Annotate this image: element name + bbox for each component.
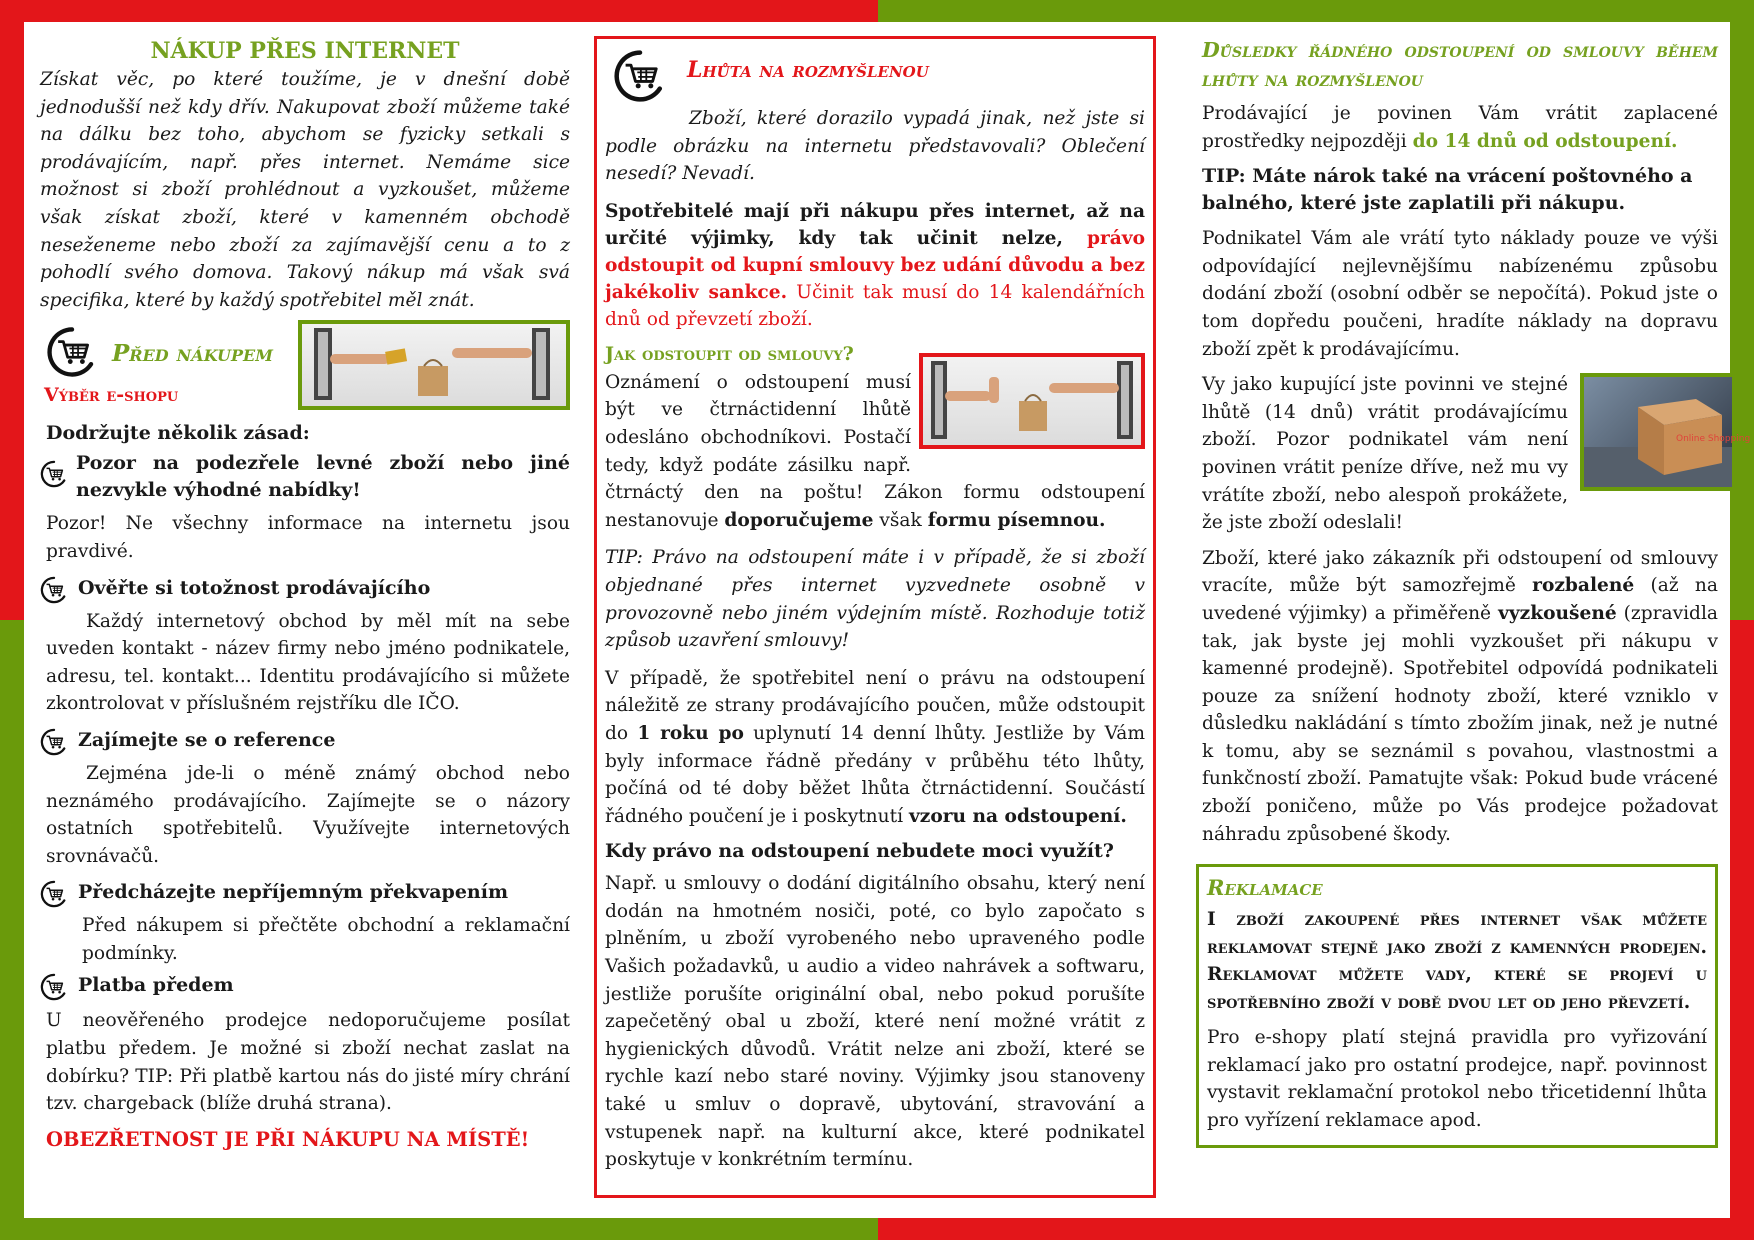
- cooling-off-header: [605, 39, 1145, 101]
- shopping-cart-icon: [46, 326, 98, 378]
- bullet-avoid-surprises: [40, 878, 570, 908]
- photo-card-payment: [298, 320, 570, 410]
- complaints-text: Pro e-shopy platí stejná pravidla pro vyřizování reklamací jako pro ostatní prodejce, např. povinnost vystavit reklamační protokol nebo třicetidenní lhůta pro vyřízení reklamace apod.: [1207, 1027, 1707, 1132]
- return-goods-text: Vy jako kupující jste povinni ve stejné lhůtě (14 dnů) vrátit prodávajícímu zboží. Pozor podnikatel vám není povinen vrátit peníze dříve, než mu vy vrátíte zboží, nebo alespoň prokážete, že jste zboží odeslali!: [1202, 374, 1568, 534]
- intro-text: Zboží, které dorazilo vypadá jinak, než jste si podle obrázku na internetu představovali? Oblečení nesedí? Nevadí.: [605, 108, 1145, 185]
- when-not-title: Kdy právo na odstoupení nebudete moci využít?: [605, 840, 1114, 863]
- column-cooling-off: [594, 36, 1156, 1198]
- refund-deadline: [1202, 100, 1718, 155]
- photo-stop-hand: [919, 353, 1145, 449]
- complaints-box: [1196, 864, 1718, 1147]
- bullet-title: Platba předem: [78, 974, 234, 997]
- box-label: Online Shopping: [1676, 434, 1751, 445]
- refund-text: Prodávající je povinen Vám vrátit zaplacené prostředky nejpozději: [1202, 103, 1718, 152]
- tip-personal-pickup: TIP: Právo na odstoupení máte i v případě, že si zboží objednané přes internet vyzvednete osobně v provozovně nebo jiném výdejním místě. Rozhoduje totiž způsob uzavření smlouvy!: [605, 547, 1145, 652]
- unpacked-bold: rozbalené: [1532, 575, 1635, 597]
- complaints-title: Reklamace: [1207, 875, 1323, 901]
- bullet-references: [40, 726, 570, 756]
- bullet-text: Zejména jde-li o méně známý obchod nebo neznámého prodávajícího. Zajímejte se o názory ostatních spotřebitelů. Využívejte internetových srovnávačů.: [46, 762, 570, 867]
- rules-heading: Dodržujte několik zásad:: [46, 422, 310, 445]
- unpacked-text: Zboží, které jako zákazník při odstoupení od smlouvy vracíte, může být samozřejmě: [1202, 547, 1718, 597]
- shopping-cart-icon: [40, 460, 68, 488]
- bullet-title: Pozor na podezřele levné zboží nebo jiné nezvykle výhodné nabídky!: [76, 452, 570, 502]
- how-bold-written: formu písemnou.: [927, 509, 1106, 531]
- before-shopping-title: Před nákupem: [112, 340, 273, 368]
- right-text-bold: Spotřebitelé mají při nákupu přes internet, až na určité výjimky, kdy tak učinit nelze,: [605, 200, 1145, 249]
- return-goods-section: [1202, 371, 1751, 537]
- laptop-hands-card-icon: [302, 324, 566, 406]
- right-text-red-bold: právo odstoupit od kupní smlouvy bez udání důvodu a bez jakékoliv sankce.: [605, 227, 1145, 303]
- right-to-withdraw: [605, 198, 1145, 333]
- bullet-text: Pozor! Ne všechny informace na internetu jsou pravdivé.: [46, 513, 570, 562]
- case-bold-template: vzoru na odstoupení.: [908, 805, 1127, 827]
- bullet-text: Před nákupem si přečtěte obchodní a reklamační podmínky.: [82, 915, 570, 964]
- when-not-text: Např. u smlouvy o dodání digitálního obsahu, který není dodán na hmotném nosiči, poté, co bylo započato s plněním, u zboží vyrobeného nebo upraveného podle Vašich požadavků, u audio a video nahrávek a softwaru, jestliže porušíte originální obal, nebo pokud porušíte zapečetěný obal u zboží, které není možné vrátit z hygienických důvodů. Vrátit nelze ani zboží, které se rychle kazí nebo staré noviny. Výjimky jsou stanoveny také u smluv o dopravě, ubytování, stravování a vstupenek např. na kulturní akce, které podnikatel poskytuje v konkrétním termínu.: [605, 873, 1145, 1171]
- column-consequences: [1202, 22, 1751, 1148]
- cardboard-box-icon: [1584, 377, 1751, 487]
- title-shopping-online: NÁKUP PŘES INTERNET: [150, 38, 460, 64]
- cooling-off-intro: [605, 105, 1145, 188]
- shopping-cart-icon: [613, 49, 667, 103]
- case-text: V případě, že spotřebitel není o právu na odstoupení náležitě ze strany prodávajícího poučen, může odstoupit do: [605, 667, 1145, 744]
- how-text: však: [873, 509, 928, 531]
- bullet-title: Předcházejte nepříjemným překvapením: [78, 881, 509, 904]
- bullet-suspicious-cheap: [40, 450, 570, 504]
- bullet-text: U neověřeného prodejce nedoporučujeme posílat platbu předem. Je možné si zboží nechat zaslat na dobírku? TIP: Při platbě kartou nás do jisté míry chrání tzv. chargeback (blíže druhá strana).: [46, 1010, 570, 1115]
- how-bold-recommend: doporučujeme: [724, 509, 874, 531]
- shopping-cart-icon: [40, 576, 68, 604]
- unpacked-goods: [1202, 545, 1718, 849]
- photo-online-shopping-box: [1580, 373, 1751, 491]
- right-text-red: Učinit tak musí do 14 kalendářních dnů od převzetí zboží.: [605, 281, 1145, 330]
- bullet-title: Ověřte si totožnost prodávajícího: [78, 576, 431, 599]
- unpacked-text: (až na uvedené výjimky) a přiměřeně: [1202, 575, 1718, 624]
- eshop-choice-title: Výběr e-shopu: [44, 384, 179, 407]
- tip-postage: TIP: Máte nárok také na vrácení poštovného a balného, které jste zaplatili při nákupu.: [1202, 165, 1693, 215]
- column-shopping-online: [40, 22, 570, 1151]
- shopping-cart-icon: [40, 973, 68, 1001]
- cooling-off-title: Lhůta na rozmyšlenou: [687, 57, 929, 83]
- unpacked-text: (zpravidla tak, jak byste jej mohli vyzkoušet při nákupu v kamenné prodejně). Spotřebitel odpovídá podnikateli pouze za snížení hodnoty zboží, které vzniklo v důsledku nakládání s tímto zbožím jinak, než je nutné k tomu, aby se seznámil s povahou, vlastnostmi a funkčností zboží. Pamatujte však: Pokud bude vrácené zboží poničeno, může po Vás prodejce požadovat náhradu způsobené škody.: [1202, 602, 1718, 845]
- case-bold-year: 1 roku po: [637, 722, 744, 744]
- complaints-bold: I zboží zakoupené přes internet však můžete reklamovat stejně jako zboží z kamenných prodejen. Reklamovat můžete vady, které se projeví u spotřebního zboží v době dvou let od jeho převzetí.: [1207, 909, 1707, 1013]
- bullet-prepayment: [40, 971, 570, 1001]
- how-to-withdraw-section: [605, 343, 1145, 535]
- bullet-title: Zajímejte se o reference: [78, 728, 336, 751]
- bullet-verify-seller: [40, 574, 570, 604]
- shopping-cart-icon: [40, 880, 68, 908]
- intro-text: Získat věc, po které toužíme, je v dnešní době jednodušší než kdy dřív. Nakupovat zboží můžeme také na dálku bez toho, abychom se fyzicky setkali s prodávajícím, např. přes internet. Nemáme sice možnost si zboží prohlédnout a vyzkoušet, můžeme však získat zboží, které v kamenném obchodě neseženeme nebo zboží za zajímavější cenu a to z pohodlí svého domova. Takový nákup má však svá specifika, které by každý spotřebitel měl znát.: [40, 69, 570, 311]
- how-text: Oznámení o odstoupení musí být ve čtrnáctidenní lhůtě odesláno obchodníkovi. Postačí tedy, když podáte zásilku např. čtrnáctý den na poštu! Zákon formu odstoupení nestanovuje: [605, 371, 1145, 531]
- bullet-text: Každý internetový obchod by měl mít na sebe uveden kontakt - název firmy nebo jméno podnikatele, adresu, tel. kontakt... Identitu prodávajícího si můžete zkontrolovat v příslušném rejstříku dle IČO.: [46, 610, 570, 715]
- tested-bold: vyzkoušené: [1498, 602, 1617, 624]
- cheapest-delivery: Podnikatel Vám ale vrátí tyto náklady pouze ve výši odpovídající nejlevnějšímu nabízenému způsobu dodání zboží (osobní odběr se nepočítá). Pokud jste o tom dopředu poučeni, hradíte náklady na dopravu zboží zpět k prodávajícímu.: [1202, 228, 1718, 360]
- consequences-title: Důsledky řádného odstoupení od smlouvy během lhůty na rozmyšlenou: [1202, 38, 1718, 91]
- shopping-cart-icon: [40, 728, 68, 756]
- case-text: uplynutí 14 denní lhůty. Jestliže by Vám byly informace řádně předány v průběhu této lhůty, počíná od té doby běžet lhůta čtrnáctidenní. Součástí řádného poučení je i poskytnutí: [605, 722, 1146, 827]
- caution-footer: OBEZŘETNOST JE PŘI NÁKUPU NA MÍSTĚ!: [46, 1127, 530, 1151]
- how-to-withdraw-title: Jak odstoupit od smlouvy?: [605, 342, 854, 365]
- before-shopping-header: [40, 318, 570, 414]
- withdrawal-extension: [605, 665, 1145, 831]
- leaflet-page: [24, 22, 1751, 1218]
- refund-deadline-green: do 14 dnů od odstoupení.: [1412, 130, 1678, 152]
- laptop-hands-stop-icon: [923, 357, 1141, 445]
